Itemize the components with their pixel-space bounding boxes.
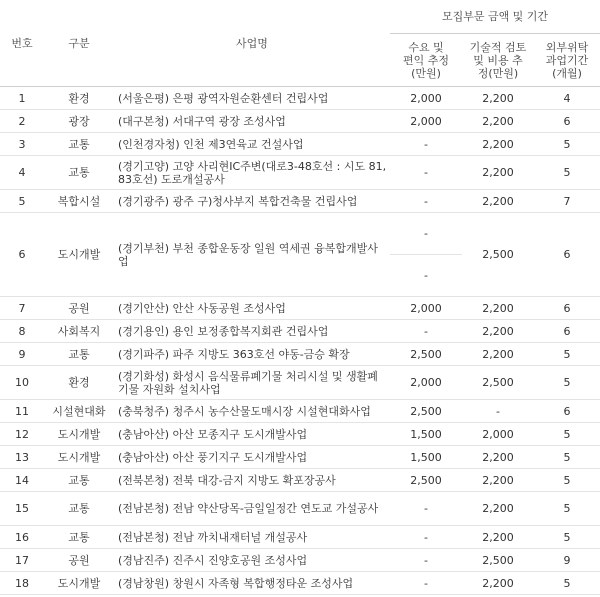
cell-project: (경기광주) 광주 구)청사부지 복합건축물 건립사업 [114, 190, 390, 213]
cell-no: 5 [0, 190, 44, 213]
cell-no: 16 [0, 526, 44, 549]
cell-tech: 2,500 [462, 366, 534, 400]
cell-demand: 2,000 [390, 366, 462, 400]
cell-project: (전남본청) 전남 까치내재터널 개설공사 [114, 526, 390, 549]
cell-tech: 2,200 [462, 526, 534, 549]
cell-project: (경기고양) 고양 사리현IC주변(대로3-48호선 : 시도 81, 83호선) 도로개설공사 [114, 156, 390, 190]
cell-demand: 1,500 [390, 423, 462, 446]
header-tech: 기술적 검토 및 비용 추 정(만원) [462, 34, 534, 87]
cell-demand: 2,500 [390, 343, 462, 366]
cell-tech: 2,200 [462, 446, 534, 469]
cell-demand: - [390, 320, 462, 343]
cell-demand: 2,500 [390, 469, 462, 492]
cell-no: 2 [0, 110, 44, 133]
cell-tech: 2,200 [462, 320, 534, 343]
cell-period: 5 [534, 492, 600, 526]
cell-no: 14 [0, 469, 44, 492]
table-row [0, 492, 600, 526]
cell-category: 복합시설 [44, 190, 114, 213]
cell-tech: 2,200 [462, 87, 534, 110]
cell-demand [390, 213, 462, 297]
cell-project: (경기파주) 파주 지방도 363호선 야동-금승 확장 [114, 343, 390, 366]
table-row [0, 423, 600, 446]
cell-project: (경기용인) 용인 보정종합복지회관 건립사업 [114, 320, 390, 343]
cell-tech: 2,500 [462, 549, 534, 572]
cell-no: 6 [0, 213, 44, 297]
cell-project: (전북본청) 전북 대강-금지 지방도 확포장공사 [114, 469, 390, 492]
table-row [0, 110, 600, 133]
cell-tech: 2,200 [462, 156, 534, 190]
table-row [0, 320, 600, 343]
cell-demand: - [390, 549, 462, 572]
cell-project: (전남본청) 전남 약산당목-금일일정간 연도교 가설공사 [114, 492, 390, 526]
cell-category: 교통 [44, 526, 114, 549]
cell-period: 6 [534, 213, 600, 297]
cell-project: (충북청주) 청주시 농수산물도매시장 시설현대화사업 [114, 400, 390, 423]
cell-project: (경남진주) 진주시 진양호공원 조성사업 [114, 549, 390, 572]
cell-category: 공원 [44, 549, 114, 572]
cell-project: (서울은평) 은평 광역자원순환센터 건립사업 [114, 87, 390, 110]
table-body [0, 87, 600, 595]
cell-demand-top: - [424, 227, 428, 240]
cell-tech: 2,200 [462, 297, 534, 320]
header-group: 모집부문 금액 및 기간 [390, 0, 600, 34]
cell-tech: 2,200 [462, 572, 534, 595]
cell-no: 1 [0, 87, 44, 110]
cell-demand: - [390, 133, 462, 156]
cell-period: 6 [534, 400, 600, 423]
cell-tech: 2,200 [462, 492, 534, 526]
cell-category: 교통 [44, 492, 114, 526]
cell-tech: 2,200 [462, 469, 534, 492]
cell-no: 17 [0, 549, 44, 572]
table-row [0, 400, 600, 423]
cell-no: 3 [0, 133, 44, 156]
cell-tech: 2,500 [462, 213, 534, 297]
cell-demand: 2,000 [390, 110, 462, 133]
header-demand: 수요 및 편익 추정 (만원) [390, 34, 462, 87]
cell-demand: 2,000 [390, 297, 462, 320]
cell-category: 도시개발 [44, 446, 114, 469]
table-row [0, 343, 600, 366]
cell-no: 9 [0, 343, 44, 366]
cell-no: 7 [0, 297, 44, 320]
cell-demand: 1,500 [390, 446, 462, 469]
cell-period: 6 [534, 320, 600, 343]
table-row [0, 190, 600, 213]
cell-category: 시설현대화 [44, 400, 114, 423]
cell-demand: - [390, 156, 462, 190]
cell-period: 5 [534, 469, 600, 492]
cell-category: 도시개발 [44, 213, 114, 297]
cell-tech: 2,000 [462, 423, 534, 446]
cell-period: 5 [534, 133, 600, 156]
header-category: 구분 [44, 0, 114, 87]
table-row [0, 572, 600, 595]
cell-tech: 2,200 [462, 190, 534, 213]
cell-period: 9 [534, 549, 600, 572]
cell-no: 8 [0, 320, 44, 343]
table-row [0, 156, 600, 190]
table-row [0, 297, 600, 320]
cell-category: 교통 [44, 133, 114, 156]
cell-category: 광장 [44, 110, 114, 133]
table-row [0, 446, 600, 469]
cell-no: 18 [0, 572, 44, 595]
cell-category: 환경 [44, 366, 114, 400]
cell-no: 10 [0, 366, 44, 400]
table-row [0, 213, 600, 297]
cell-category: 환경 [44, 87, 114, 110]
cell-tech: 2,200 [462, 343, 534, 366]
cell-project: (충남아산) 아산 모종지구 도시개발사업 [114, 423, 390, 446]
cell-demand: - [390, 526, 462, 549]
cell-period: 5 [534, 366, 600, 400]
cell-category: 교통 [44, 469, 114, 492]
cell-no: 11 [0, 400, 44, 423]
cell-demand-bottom: - [390, 254, 462, 296]
header-project: 사업명 [114, 0, 390, 87]
cell-period: 5 [534, 446, 600, 469]
cell-period: 7 [534, 190, 600, 213]
cell-tech: 2,200 [462, 133, 534, 156]
cell-project: (인천경자청) 인천 제3연육교 건설사업 [114, 133, 390, 156]
cell-tech: 2,200 [462, 110, 534, 133]
cell-period: 6 [534, 110, 600, 133]
cell-no: 13 [0, 446, 44, 469]
cell-project: (대구본청) 서대구역 광장 조성사업 [114, 110, 390, 133]
cell-demand: 2,000 [390, 87, 462, 110]
table-row [0, 469, 600, 492]
cell-category: 공원 [44, 297, 114, 320]
cell-category: 사회복지 [44, 320, 114, 343]
cell-period: 4 [534, 87, 600, 110]
cell-no: 4 [0, 156, 44, 190]
header-no: 번호 [0, 0, 44, 87]
cell-demand: - [390, 572, 462, 595]
cell-category: 도시개발 [44, 423, 114, 446]
table-row [0, 549, 600, 572]
cell-no: 12 [0, 423, 44, 446]
cell-project: (경남창원) 창원시 자족형 복합행정타운 조성사업 [114, 572, 390, 595]
table-row [0, 526, 600, 549]
header-period: 외부위탁 과업기간 (개월) [534, 34, 600, 87]
cell-period: 5 [534, 526, 600, 549]
cell-period: 5 [534, 572, 600, 595]
cell-project: (충남아산) 아산 풍기지구 도시개발사업 [114, 446, 390, 469]
cell-project: (경기안산) 안산 사동공원 조성사업 [114, 297, 390, 320]
cell-project: (경기화성) 화성시 음식물류폐기물 처리시설 및 생활폐기물 자원화 설치사업 [114, 366, 390, 400]
cell-period: 5 [534, 423, 600, 446]
cell-category: 도시개발 [44, 572, 114, 595]
cell-demand: - [390, 190, 462, 213]
cell-category: 교통 [44, 343, 114, 366]
cell-project: (경기부천) 부천 종합운동장 일원 역세권 융복합개발사업 [114, 213, 390, 297]
cell-demand: - [390, 492, 462, 526]
cell-period: 5 [534, 156, 600, 190]
cell-tech: - [462, 400, 534, 423]
table-row [0, 87, 600, 110]
table-row [0, 133, 600, 156]
cell-no: 15 [0, 492, 44, 526]
cell-category: 교통 [44, 156, 114, 190]
cell-period: 5 [534, 343, 600, 366]
cell-demand: 2,500 [390, 400, 462, 423]
table-row [0, 366, 600, 400]
cell-period: 6 [534, 297, 600, 320]
